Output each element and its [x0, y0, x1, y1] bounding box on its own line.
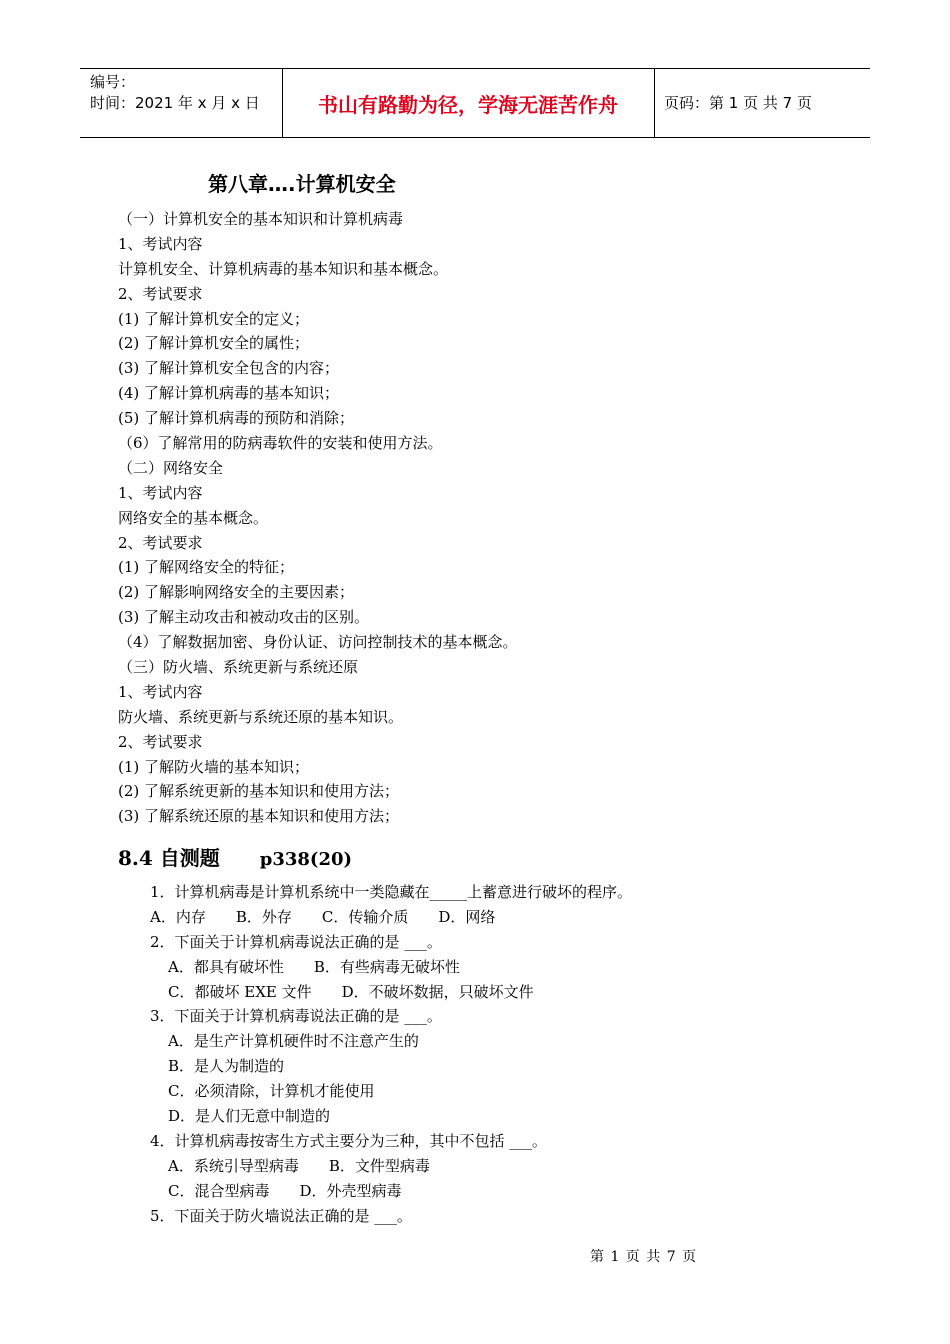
syllabus-line: 1、考试内容 — [118, 483, 203, 502]
syllabus-line: (3) 了解主动攻击和被动攻击的区别。 — [118, 608, 370, 627]
answer-option: C．都破坏 EXE 文件 — [168, 982, 312, 1001]
answer-option: D．外壳型病毒 — [299, 1181, 402, 1200]
answer-option: D．是人们无意中制造的 — [168, 1107, 331, 1126]
syllabus-line: (3) 了解计算机安全包含的内容； — [118, 359, 340, 378]
answer-option: C．混合型病毒 — [168, 1181, 270, 1200]
syllabus-line: 网络安全的基本概念。 — [118, 508, 269, 527]
answer-option: B．文件型病毒 — [328, 1156, 430, 1175]
syllabus-line: （4）了解数据加密、身份认证、访问控制技术的基本概念。 — [118, 633, 518, 652]
answer-option: B．外存 — [235, 907, 292, 926]
syllabus-line: 2、考试要求 — [118, 732, 203, 751]
syllabus-line: 防火墙、系统更新与系统还原的基本知识。 — [118, 707, 404, 726]
syllabus-line: (1) 了解网络安全的特征； — [118, 558, 295, 577]
question-text: 3．下面关于计算机病毒说法正确的是 ___。 — [150, 1007, 442, 1026]
chapter-title: 第八章….计算机安全 — [208, 172, 396, 196]
syllabus-line: 1、考试内容 — [118, 234, 203, 253]
answer-option: A．系统引导型病毒 — [168, 1156, 299, 1175]
quiz-page-ref: p338(20) — [259, 849, 353, 870]
answer-options-row — [150, 980, 632, 1005]
header-left-cell — [90, 72, 260, 114]
syllabus-line: （二）网络安全 — [118, 458, 224, 477]
answer-option: A．是生产计算机硬件时不注意产生的 — [168, 1032, 419, 1051]
syllabus-line: 2、考试要求 — [118, 284, 203, 303]
answer-option: D．不破坏数据，只破坏文件 — [341, 982, 534, 1001]
syllabus-line: (3) 了解系统还原的基本知识和使用方法； — [118, 807, 400, 826]
quiz-questions — [150, 880, 632, 1228]
answer-options-row — [150, 1104, 632, 1129]
header-table — [80, 68, 870, 138]
syllabus-line: (2) 了解计算机安全的属性； — [118, 334, 310, 353]
page-footer: 第 1 页 共 7 页 — [590, 1249, 698, 1265]
syllabus-line: (5) 了解计算机病毒的预防和消除； — [118, 409, 355, 428]
answer-option: D．网络 — [438, 907, 496, 926]
answer-option: B．有些病毒无破坏性 — [313, 957, 460, 976]
answer-option: A．内存 — [150, 907, 206, 926]
syllabus-line: (2) 了解影响网络安全的主要因素； — [118, 583, 355, 602]
answer-options-row — [150, 955, 632, 980]
answer-option: A．都具有破坏性 — [168, 957, 284, 976]
date-label: 时间：2021 年 x 月 x 日 — [90, 94, 260, 112]
syllabus-line: （三）防火墙、系统更新与系统还原 — [118, 658, 359, 677]
question-text: 4．计算机病毒按寄生方式主要分为三种，其中不包括 ___。 — [150, 1131, 547, 1150]
syllabus-line: 1、考试内容 — [118, 682, 203, 701]
number-label: 编号： — [90, 73, 136, 91]
question-text: 2．下面关于计算机病毒说法正确的是 ___。 — [150, 932, 442, 951]
syllabus-line: 计算机安全、计算机病毒的基本知识和基本概念。 — [118, 259, 449, 278]
answer-options-row — [150, 905, 632, 930]
header-divider — [654, 69, 655, 137]
quiz-heading-text: 8.4 自测题 — [118, 846, 220, 870]
syllabus-line: （一）计算机安全的基本知识和计算机病毒 — [118, 210, 404, 228]
syllabus-line: (1) 了解计算机安全的定义； — [118, 309, 310, 328]
question-text: 1．计算机病毒是计算机系统中一类隐藏在_____上蓄意进行破坏的程序。 — [150, 883, 633, 901]
answer-options-row — [150, 1054, 632, 1079]
quiz-heading — [118, 844, 352, 874]
answer-options-row — [150, 1029, 632, 1054]
answer-options-row — [150, 1154, 632, 1179]
syllabus-line: (4) 了解计算机病毒的基本知识； — [118, 384, 340, 403]
syllabus-line: 2、考试要求 — [118, 533, 203, 552]
syllabus-body — [118, 207, 518, 829]
answer-option: B．是人为制造的 — [168, 1057, 285, 1076]
answer-options-row — [150, 1079, 632, 1104]
answer-option: C．必须清除，计算机才能使用 — [168, 1082, 375, 1101]
page-info: 页码：第 1 页 共 7 页 — [664, 94, 812, 112]
syllabus-line: (1) 了解防火墙的基本知识； — [118, 757, 310, 776]
syllabus-line: (2) 了解系统更新的基本知识和使用方法； — [118, 782, 400, 801]
question-text: 5．下面关于防火墙说法正确的是 ___。 — [150, 1206, 412, 1225]
answer-option: C．传输介质 — [321, 907, 409, 926]
syllabus-line: （6）了解常用的防病毒软件的安装和使用方法。 — [118, 434, 443, 453]
motto: 书山有路勤为径，学海无涯苦作舟 — [318, 93, 618, 117]
answer-options-row — [150, 1179, 632, 1204]
